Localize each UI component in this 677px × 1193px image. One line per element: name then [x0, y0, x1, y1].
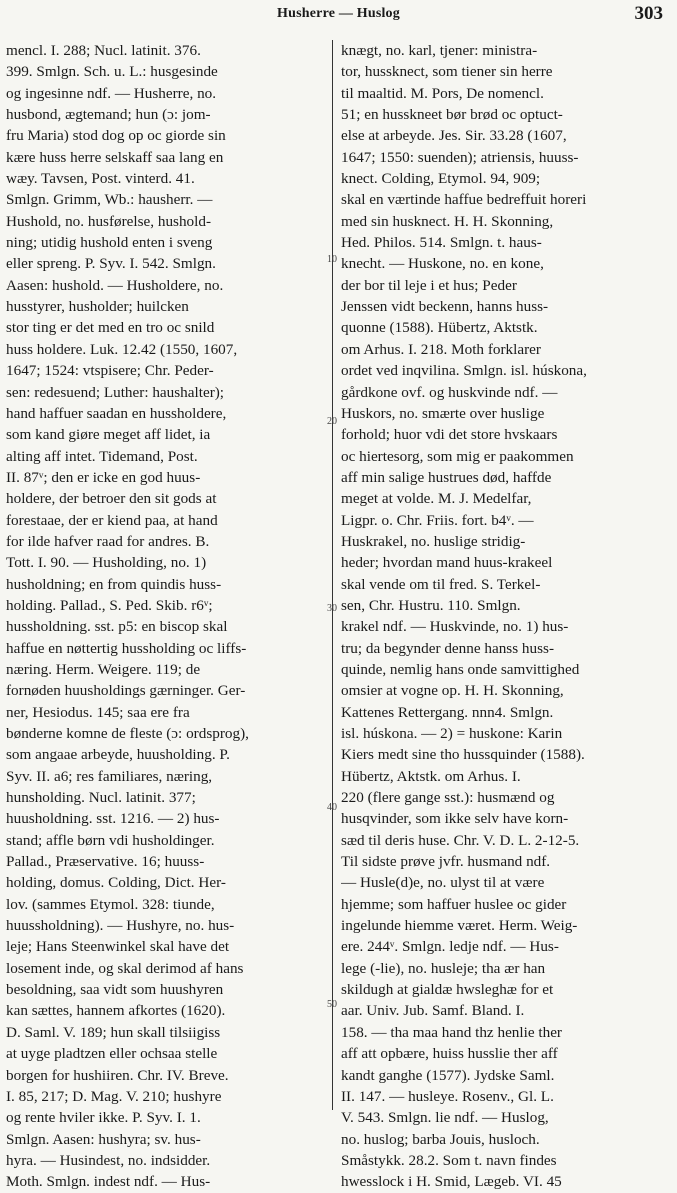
text-line: skal en værtinde haffue bedreffuit horeri: [341, 191, 587, 209]
text-line: ordet ved inqvilina. Smlgn. isl. húskona,: [341, 362, 587, 380]
text-line: stand; affle børn vdi husholdinger.: [6, 831, 215, 849]
text-line: Smlgn. Grimm, Wb.: hausherr. —: [6, 191, 213, 209]
text-line: — Husle(d)e, no. ulyst til at være: [341, 874, 545, 892]
text-line: hussholdning. sst. p5: en biscop skal: [6, 618, 228, 636]
text-line: D. Saml. V. 189; hun skall tilsiigiss: [6, 1023, 221, 1041]
text-line: aff att opbære, huiss husslie ther aff: [341, 1045, 558, 1063]
text-line: V. 543. Smlgn. lie ndf. — Huslog,: [341, 1109, 549, 1127]
text-line: wæy. Tavsen, Post. vinterd. 41.: [6, 170, 195, 188]
text-line: lege (-lie), no. husleje; tha ær han: [341, 959, 546, 977]
text-line: sen, Chr. Hustru. 110. Smlgn.: [341, 596, 521, 614]
text-line: Huskors, no. smærte over huslige: [341, 404, 545, 422]
text-line: hjemme; som haffuer huslee oc gider: [341, 895, 567, 913]
text-line: meget at volde. M. J. Medelfar,: [341, 490, 532, 508]
text-line: Kattenes Rettergang. nnn4. Smlgn.: [341, 703, 554, 721]
text-line: næring. Herm. Weigere. 119; de: [6, 660, 201, 678]
text-line: I. 85, 217; D. Mag. V. 210; hushyre: [6, 1087, 222, 1105]
text-line: som angaae arbeyde, huusholding. P.: [6, 746, 230, 764]
text-line: hyra. — Husindest, no. indsidder.: [6, 1151, 211, 1169]
page-number: 303: [634, 3, 663, 24]
text-line: til maaltid. M. Pors, De nomencl.: [341, 84, 544, 102]
text-line: Hushold, no. husførelse, hushold-: [6, 212, 212, 230]
text-line: knecht. — Huskone, no. en kone,: [341, 255, 544, 273]
text-line: kan sættes, hannem afkortes (1620).: [6, 1002, 226, 1020]
text-line: som kand giøre meget aff lidet, ia: [6, 426, 211, 444]
text-line: 158. — tha maa hand thz henlie ther: [341, 1023, 562, 1041]
text-line: heder; hvordan mand huus-krakeel: [341, 554, 553, 572]
text-line: forhold; huor vdi det store hvskaars: [341, 426, 558, 444]
text-line: holding, domus. Colding, Dict. Her-: [6, 874, 226, 892]
text-line: med sin husknect. H. H. Skonning,: [341, 212, 554, 230]
text-line: isl. húskona. — 2) = huskone: Karin: [341, 725, 563, 742]
text-line: Kiers medt sine tho hussquinder (1588).: [341, 746, 585, 764]
text-line: tor, hussknect, som tiener sin herre: [341, 63, 553, 81]
text-line: husqvinder, som ikke selv have korn-: [341, 810, 569, 828]
text-line: ingelunde hiemme været. Herm. Weig-: [341, 917, 578, 935]
text-line: alting aff intet. Tidemand, Post.: [6, 447, 198, 465]
text-line: hand haffuer saadan en hussholdere,: [6, 404, 227, 422]
line-marker: 50: [327, 999, 337, 1010]
text-line: at uyge pladtzen eller ochsaa stelle: [6, 1045, 218, 1063]
text-line: hwesslock i H. Smid, Lægeb. VI. 45: [341, 1173, 562, 1191]
text-line: borgen for hushiiren. Chr. IV. Breve.: [6, 1066, 229, 1084]
text-line: 1647; 1550: suenden); atriensis, huuss-: [341, 148, 579, 166]
text-line: ning; utidig hushold enten i sveng: [6, 234, 213, 252]
text-line: husbond, ægtemand; hun (ɔ: jom-: [6, 106, 211, 124]
line-marker: 20: [327, 416, 337, 427]
text-line: tru; da begynder denne hanss huss-: [341, 639, 554, 657]
text-line: bønderne komne de fleste (ɔ: ordsprog),: [6, 725, 249, 742]
text-line: quinde, nemlig hans onde samvittighed: [341, 660, 580, 678]
text-line: sen: redesuend; Luther: haushalter);: [6, 383, 225, 401]
text-line: knægt, no. karl, tjener: ministra-: [341, 42, 538, 59]
text-line: mencl. I. 288; Nucl. latinit. 376.: [6, 42, 201, 59]
text-line: 399. Smlgn. Sch. u. L.: husgesinde: [6, 63, 218, 81]
text-line: krakel ndf. — Huskvinde, no. 1) hus-: [341, 618, 569, 636]
text-line: holdere, der betroer den sit gods at: [6, 490, 217, 508]
text-line: quonne (1588). Hübertz, Aktstk.: [341, 319, 538, 337]
text-line: losement inde, og skal derimod af hans: [6, 959, 244, 977]
text-line: aar. Univ. Jub. Samf. Bland. I.: [341, 1002, 525, 1020]
text-line: huss holdere. Luk. 12.42 (1550, 1607,: [6, 340, 238, 358]
text-line: skal vende om til fred. S. Terkel-: [341, 575, 541, 593]
text-line: huusholdning. sst. 1216. — 2) hus-: [6, 810, 220, 828]
text-line: der bor til leje i et hus; Peder: [341, 276, 517, 294]
text-line: holding. Pallad., S. Ped. Skib. r6ᵛ;: [6, 596, 213, 614]
text-line: om Arhus. I. 218. Moth forklarer: [341, 340, 541, 358]
right-column: [341, 40, 663, 1193]
text-line: Pallad., Præservative. 16; huuss-: [6, 853, 205, 871]
text-line: lov. (sammes Etymol. 328: tiunde,: [6, 895, 215, 913]
text-line: oc hiertesorg, som mig er paakommen: [341, 447, 574, 465]
text-line: Huskrakel, no. huslige stridig-: [341, 532, 526, 550]
text-line: sæd til deris huse. Chr. V. D. L. 2-12-5.: [341, 831, 580, 849]
running-head: Husherre — Huslog: [277, 6, 400, 21]
text-line: for ilde hafver raad for andres. B.: [6, 532, 210, 550]
text-line: 51; en husskneet bør brød oc optuct-: [341, 106, 563, 124]
text-line: II. 87ᵛ; den er icke en god huus-: [6, 468, 201, 486]
left-column: [6, 40, 320, 1193]
text-line: ere. 244ᵛ. Smlgn. ledje ndf. — Hus-: [341, 938, 559, 956]
text-line: gårdkone ovf. og huskvinde ndf. —: [341, 383, 558, 401]
text-line: husholdning; en from quindis huss-: [6, 575, 222, 593]
text-line: leje; Hans Steenwinkel skal have det: [6, 938, 230, 956]
text-line: stor ting er det med en tro oc snild: [6, 319, 215, 337]
text-line: knect. Colding, Etymol. 94, 909;: [341, 170, 541, 188]
text-line: Til sidste prøve jvfr. husmand ndf.: [341, 853, 551, 871]
text-line: ner, Hesiodus. 145; saa ere fra: [6, 703, 190, 721]
text-line: forestaae, der er kiend paa, at hand: [6, 511, 218, 529]
line-marker: 40: [327, 802, 337, 813]
text-line: else at arbeyde. Jes. Sir. 33.28 (1607,: [341, 127, 567, 145]
text-line: Småstykk. 28.2. Som t. navn findes: [341, 1151, 557, 1169]
text-line: aff min salige hustrues død, haffde: [341, 468, 552, 486]
text-line: Tott. I. 90. — Husholding, no. 1): [6, 554, 207, 572]
text-line: og rente hviler ikke. P. Syv. I. 1.: [6, 1109, 201, 1127]
text-line: Smlgn. Aasen: hushyra; sv. hus-: [6, 1130, 201, 1148]
text-line: besoldning, saa vidt som huushyren: [6, 981, 224, 999]
line-marker: 30: [327, 603, 337, 614]
text-line: fornøden huusholdings gærninger. Ger-: [6, 682, 246, 700]
text-line: no. huslog; barba Jouis, husloch.: [341, 1130, 540, 1148]
column-divider: [332, 40, 333, 1110]
text-line: II. 147. — husleye. Rosenv., Gl. L.: [341, 1087, 554, 1105]
text-line: Hed. Philos. 514. Smlgn. t. haus-: [341, 234, 542, 252]
text-line: og ingesinne ndf. — Husherre, no.: [6, 84, 217, 102]
text-line: fru Maria) stod dog op oc giorde sin: [6, 127, 226, 145]
line-marker: 10: [327, 254, 337, 265]
text-line: kære huss herre selskaff saa lang en: [6, 148, 224, 166]
page-header: [0, 0, 677, 32]
text-line: skildugh at gialdæ hwsleghæ for et: [341, 981, 554, 999]
text-line: Syv. II. a6; res familiares, næring,: [6, 767, 213, 785]
text-line: huussholdning). — Hushyre, no. hus-: [6, 917, 235, 935]
text-line: haffue en nøttertig hussholding oc liffs-: [6, 639, 247, 657]
text-line: Moth. Smlgn. indest ndf. — Hus-: [6, 1173, 211, 1191]
text-line: kandt ganghe (1577). Jydske Saml.: [341, 1066, 555, 1084]
text-line: Aasen: hushold. — Husholdere, no.: [6, 276, 224, 294]
text-line: Hübertz, Aktstk. om Arhus. I.: [341, 767, 521, 785]
text-line: hunsholding. Nucl. latinit. 377;: [6, 789, 196, 807]
text-line: 1647; 1524: vtspisere; Chr. Peder-: [6, 362, 214, 380]
text-line: 220 (flere gange sst.): husmænd og: [341, 789, 555, 807]
text-line: Jenssen vidt beckenn, hanns huss-: [341, 298, 549, 316]
text-line: omsier at vogne op. H. H. Skonning,: [341, 682, 564, 700]
text-line: eller spreng. P. Syv. I. 542. Smlgn.: [6, 255, 216, 273]
text-line: husstyrer, husholder; huilcken: [6, 298, 189, 316]
text-line: Ligpr. o. Chr. Friis. fort. b4ᵛ. —: [341, 511, 534, 529]
